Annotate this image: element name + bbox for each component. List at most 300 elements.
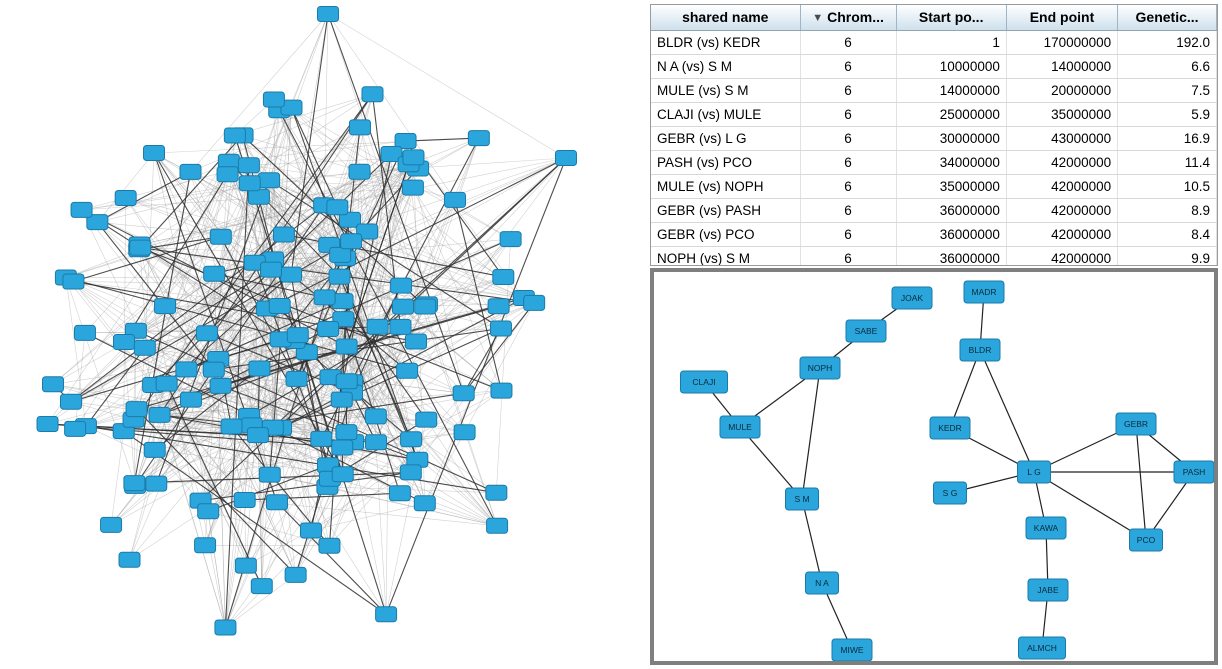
- column-header-chromosome[interactable]: [800, 5, 896, 31]
- node-box[interactable]: [224, 128, 245, 143]
- node-box[interactable]: [403, 150, 424, 165]
- network-node[interactable]: [259, 173, 280, 188]
- cell-end-point[interactable]: 42000000: [1006, 151, 1117, 175]
- network-node[interactable]: [786, 488, 819, 510]
- cell-genetic[interactable]: 8.4: [1118, 223, 1217, 247]
- network-node[interactable]: [453, 386, 474, 401]
- node-box[interactable]: [203, 362, 224, 377]
- network-node[interactable]: [204, 266, 225, 281]
- cell-end-point[interactable]: 42000000: [1006, 223, 1117, 247]
- node-box[interactable]: [239, 176, 260, 191]
- node-box[interactable]: [336, 374, 357, 389]
- node-box[interactable]: [130, 240, 151, 255]
- node-box[interactable]: [336, 425, 357, 440]
- node-box[interactable]: [329, 269, 350, 284]
- network-node[interactable]: [332, 440, 353, 455]
- network-node[interactable]: [37, 416, 58, 431]
- node-box[interactable]: [366, 435, 387, 450]
- network-node[interactable]: [415, 299, 436, 314]
- network-node[interactable]: [224, 128, 245, 143]
- cell-end-point[interactable]: 14000000: [1006, 55, 1117, 79]
- node-box[interactable]: [176, 362, 197, 377]
- subnetwork-canvas[interactable]: [654, 272, 1214, 661]
- cell-shared-name[interactable]: GEBR (vs) L G: [651, 127, 800, 151]
- node-box[interactable]: [486, 485, 507, 500]
- node-box[interactable]: [37, 416, 58, 431]
- node-box[interactable]: [445, 192, 466, 207]
- network-node[interactable]: [341, 234, 362, 249]
- network-node[interactable]: [115, 190, 136, 205]
- network-node[interactable]: [311, 431, 332, 446]
- node-box[interactable]: [155, 299, 176, 314]
- network-node[interactable]: [71, 202, 92, 217]
- node-box[interactable]: [285, 567, 306, 582]
- node-box[interactable]: [400, 465, 421, 480]
- network-node[interactable]: [892, 287, 932, 309]
- network-node[interactable]: [203, 362, 224, 377]
- node-box[interactable]: [115, 190, 136, 205]
- node-box[interactable]: [101, 517, 122, 532]
- network-node[interactable]: [934, 482, 967, 504]
- cell-start-point[interactable]: 36000000: [896, 223, 1006, 247]
- network-node[interactable]: [327, 200, 348, 215]
- cell-end-point[interactable]: 43000000: [1006, 127, 1117, 151]
- network-node[interactable]: [403, 150, 424, 165]
- node-box[interactable]: [487, 518, 508, 533]
- cell-shared-name[interactable]: N A (vs) S M: [651, 55, 800, 79]
- table-row[interactable]: [651, 103, 1217, 127]
- node-box[interactable]: [349, 164, 370, 179]
- node-box[interactable]: [524, 295, 545, 310]
- node-box[interactable]: [281, 267, 302, 282]
- cell-chromosome[interactable]: 6: [800, 247, 896, 267]
- network-node[interactable]: [259, 467, 280, 482]
- table-row[interactable]: [651, 151, 1217, 175]
- network-node[interactable]: [960, 339, 1000, 361]
- network-node[interactable]: [402, 180, 423, 195]
- node-box[interactable]: [397, 363, 418, 378]
- network-node[interactable]: [332, 467, 353, 482]
- network-node[interactable]: [329, 269, 350, 284]
- node-box[interactable]: [204, 266, 225, 281]
- network-node[interactable]: [1018, 461, 1051, 483]
- network-node[interactable]: [1019, 637, 1066, 659]
- table-body[interactable]: [651, 31, 1217, 267]
- table-row[interactable]: [651, 247, 1217, 267]
- network-node[interactable]: [198, 504, 219, 519]
- network-node[interactable]: [1026, 517, 1066, 539]
- network-node[interactable]: [113, 335, 134, 350]
- node-box[interactable]: [365, 409, 386, 424]
- network-node[interactable]: [488, 299, 509, 314]
- node-box[interactable]: [144, 442, 165, 457]
- network-node[interactable]: [806, 572, 839, 594]
- node-box[interactable]: [266, 495, 287, 510]
- network-node[interactable]: [487, 518, 508, 533]
- network-node[interactable]: [1174, 461, 1214, 483]
- cell-start-point[interactable]: 36000000: [896, 199, 1006, 223]
- network-node[interactable]: [261, 262, 282, 277]
- network-node[interactable]: [376, 607, 397, 622]
- node-box[interactable]: [119, 552, 140, 567]
- cell-genetic[interactable]: 11.4: [1118, 151, 1217, 175]
- network-node[interactable]: [468, 131, 489, 146]
- network-node[interactable]: [234, 492, 255, 507]
- network-node[interactable]: [215, 620, 236, 635]
- node-box[interactable]: [71, 202, 92, 217]
- network-node[interactable]: [1130, 529, 1163, 551]
- node-box[interactable]: [235, 558, 256, 573]
- node-box[interactable]: [318, 7, 339, 22]
- network-node[interactable]: [144, 146, 165, 161]
- node-box[interactable]: [314, 290, 335, 305]
- node-box[interactable]: [126, 402, 147, 417]
- column-header-genetic[interactable]: [1118, 5, 1217, 31]
- node-box[interactable]: [63, 274, 84, 289]
- cell-start-point[interactable]: 10000000: [896, 55, 1006, 79]
- network-node[interactable]: [300, 523, 321, 538]
- node-box[interactable]: [221, 419, 242, 434]
- network-node[interactable]: [366, 435, 387, 450]
- cell-shared-name[interactable]: MULE (vs) S M: [651, 79, 800, 103]
- network-node[interactable]: [800, 357, 840, 379]
- node-box[interactable]: [60, 394, 81, 409]
- table-row[interactable]: [651, 223, 1217, 247]
- column-header-label: Chrom...: [827, 9, 884, 25]
- cell-chromosome[interactable]: 6: [800, 103, 896, 127]
- network-node[interactable]: [349, 164, 370, 179]
- node-box[interactable]: [247, 428, 268, 443]
- cell-genetic[interactable]: 7.5: [1118, 79, 1217, 103]
- cell-start-point[interactable]: 1: [896, 31, 1006, 55]
- node-box[interactable]: [113, 335, 134, 350]
- node-box[interactable]: [488, 299, 509, 314]
- node-box[interactable]: [144, 146, 165, 161]
- column-header-end-point[interactable]: [1006, 5, 1117, 31]
- node-box[interactable]: [259, 467, 280, 482]
- network-node[interactable]: [500, 232, 521, 247]
- network-node[interactable]: [336, 425, 357, 440]
- network-node[interactable]: [556, 151, 577, 166]
- network-node[interactable]: [63, 274, 84, 289]
- node-box[interactable]: [261, 262, 282, 277]
- network-node[interactable]: [149, 407, 170, 422]
- cell-genetic[interactable]: 5.9: [1118, 103, 1217, 127]
- network-node[interactable]: [336, 374, 357, 389]
- cell-start-point[interactable]: 34000000: [896, 151, 1006, 175]
- node-box[interactable]: [248, 189, 269, 204]
- network-node[interactable]: [406, 334, 427, 349]
- node-box[interactable]: [468, 131, 489, 146]
- network-node[interactable]: [238, 158, 259, 173]
- network-node[interactable]: [101, 517, 122, 532]
- network-node[interactable]: [217, 167, 238, 182]
- node-box[interactable]: [414, 496, 435, 511]
- node-box[interactable]: [336, 339, 357, 354]
- network-node[interactable]: [144, 442, 165, 457]
- network-node[interactable]: [42, 377, 63, 392]
- cell-end-point[interactable]: 42000000: [1006, 175, 1117, 199]
- network-node[interactable]: [210, 229, 231, 244]
- network-node[interactable]: [445, 192, 466, 207]
- network-node[interactable]: [247, 428, 268, 443]
- table-row[interactable]: [651, 175, 1217, 199]
- table-row[interactable]: [651, 55, 1217, 79]
- node-box[interactable]: [318, 321, 339, 336]
- node-box[interactable]: [287, 328, 308, 343]
- network-node[interactable]: [146, 476, 167, 491]
- node-box[interactable]: [332, 440, 353, 455]
- network-node[interactable]: [124, 476, 145, 491]
- cell-genetic[interactable]: 8.9: [1118, 199, 1217, 223]
- network-node[interactable]: [269, 299, 290, 314]
- network-node[interactable]: [273, 227, 294, 242]
- cell-shared-name[interactable]: CLAJI (vs) MULE: [651, 103, 800, 127]
- network-node[interactable]: [349, 120, 370, 135]
- network-node[interactable]: [74, 325, 95, 340]
- cell-chromosome[interactable]: 6: [800, 199, 896, 223]
- network-node[interactable]: [367, 319, 388, 334]
- network-node[interactable]: [176, 362, 197, 377]
- network-node[interactable]: [720, 416, 760, 438]
- network-node[interactable]: [416, 412, 437, 427]
- network-node[interactable]: [414, 496, 435, 511]
- subnetwork-view[interactable]: [650, 268, 1218, 665]
- network-node[interactable]: [319, 538, 340, 553]
- network-node[interactable]: [362, 87, 383, 102]
- network-node[interactable]: [336, 339, 357, 354]
- cell-end-point[interactable]: 42000000: [1006, 247, 1117, 267]
- node-box[interactable]: [198, 504, 219, 519]
- node-box[interactable]: [416, 412, 437, 427]
- network-node[interactable]: [846, 320, 886, 342]
- node-box[interactable]: [490, 321, 511, 336]
- node-box[interactable]: [332, 467, 353, 482]
- node-box[interactable]: [263, 92, 284, 107]
- node-box[interactable]: [401, 432, 422, 447]
- cell-shared-name[interactable]: BLDR (vs) KEDR: [651, 31, 800, 55]
- node-box[interactable]: [180, 392, 201, 407]
- network-node[interactable]: [281, 267, 302, 282]
- network-node[interactable]: [155, 299, 176, 314]
- cell-start-point[interactable]: 14000000: [896, 79, 1006, 103]
- network-node[interactable]: [249, 361, 270, 376]
- cell-genetic[interactable]: 10.5: [1118, 175, 1217, 199]
- table-row[interactable]: [651, 199, 1217, 223]
- results-table-panel[interactable]: [650, 4, 1218, 266]
- node-box[interactable]: [392, 299, 413, 314]
- network-node[interactable]: [493, 269, 514, 284]
- cell-chromosome[interactable]: 6: [800, 79, 896, 103]
- node-box[interactable]: [259, 173, 280, 188]
- network-node[interactable]: [130, 240, 151, 255]
- node-box[interactable]: [210, 229, 231, 244]
- network-node[interactable]: [126, 402, 147, 417]
- node-box[interactable]: [491, 383, 512, 398]
- network-node[interactable]: [180, 392, 201, 407]
- node-box[interactable]: [42, 377, 63, 392]
- network-node[interactable]: [251, 579, 272, 594]
- table-row[interactable]: [651, 79, 1217, 103]
- node-box[interactable]: [273, 227, 294, 242]
- network-node[interactable]: [248, 189, 269, 204]
- node-box[interactable]: [341, 234, 362, 249]
- node-box[interactable]: [391, 278, 412, 293]
- node-box[interactable]: [134, 340, 155, 355]
- network-node[interactable]: [486, 485, 507, 500]
- node-box[interactable]: [327, 200, 348, 215]
- filter-icon[interactable]: ▼: [812, 12, 824, 25]
- node-label: S M: [794, 493, 810, 504]
- network-node[interactable]: [195, 538, 216, 553]
- network-node[interactable]: [490, 321, 511, 336]
- network-node[interactable]: [392, 299, 413, 314]
- node-box[interactable]: [376, 607, 397, 622]
- network-node[interactable]: [389, 486, 410, 501]
- node-box[interactable]: [311, 431, 332, 446]
- network-node[interactable]: [285, 567, 306, 582]
- column-header-shared-name[interactable]: [651, 5, 800, 31]
- cell-chromosome[interactable]: 6: [800, 127, 896, 151]
- cell-chromosome[interactable]: 6: [800, 31, 896, 55]
- network-node[interactable]: [524, 295, 545, 310]
- node-box[interactable]: [234, 492, 255, 507]
- network-node[interactable]: [391, 278, 412, 293]
- network-node[interactable]: [1028, 579, 1068, 601]
- network-node[interactable]: [390, 319, 411, 334]
- node-box[interactable]: [406, 334, 427, 349]
- column-header-start-point[interactable]: [896, 5, 1006, 31]
- network-node[interactable]: [134, 340, 155, 355]
- network-node[interactable]: [266, 495, 287, 510]
- node-box[interactable]: [454, 425, 475, 440]
- node-box[interactable]: [195, 538, 216, 553]
- node-box[interactable]: [269, 299, 290, 314]
- network-node[interactable]: [156, 376, 177, 391]
- network-node[interactable]: [397, 363, 418, 378]
- network-node[interactable]: [365, 409, 386, 424]
- cell-shared-name[interactable]: GEBR (vs) PCO: [651, 223, 800, 247]
- cell-chromosome[interactable]: 6: [800, 175, 896, 199]
- node-box[interactable]: [362, 87, 383, 102]
- network-node[interactable]: [314, 290, 335, 305]
- cell-genetic[interactable]: 9.9: [1118, 247, 1217, 267]
- network-node[interactable]: [221, 419, 242, 434]
- cell-end-point[interactable]: 35000000: [1006, 103, 1117, 127]
- network-node[interactable]: [180, 164, 201, 179]
- cell-end-point[interactable]: 20000000: [1006, 79, 1117, 103]
- node-box[interactable]: [389, 486, 410, 501]
- cell-chromosome[interactable]: 6: [800, 151, 896, 175]
- network-node[interactable]: [65, 421, 86, 436]
- network-node[interactable]: [263, 92, 284, 107]
- node-box[interactable]: [300, 523, 321, 538]
- node-box[interactable]: [493, 269, 514, 284]
- network-edge: [950, 350, 980, 428]
- node-box[interactable]: [217, 167, 238, 182]
- node-box[interactable]: [556, 151, 577, 166]
- cell-shared-name[interactable]: MULE (vs) NOPH: [651, 175, 800, 199]
- network-node[interactable]: [318, 7, 339, 22]
- node-box[interactable]: [124, 476, 145, 491]
- network-node[interactable]: [1116, 413, 1156, 435]
- cell-end-point[interactable]: 170000000: [1006, 31, 1117, 55]
- network-node[interactable]: [491, 383, 512, 398]
- node-box[interactable]: [74, 325, 95, 340]
- node-label: NOPH: [807, 362, 833, 373]
- network-node[interactable]: [210, 378, 231, 393]
- node-box[interactable]: [215, 620, 236, 635]
- table-row[interactable]: [651, 31, 1217, 55]
- network-node[interactable]: [318, 321, 339, 336]
- cell-start-point[interactable]: 25000000: [896, 103, 1006, 127]
- cell-shared-name[interactable]: PASH (vs) PCO: [651, 151, 800, 175]
- node-box[interactable]: [156, 376, 177, 391]
- node-box[interactable]: [65, 421, 86, 436]
- node-box[interactable]: [149, 407, 170, 422]
- cell-chromosome[interactable]: 6: [800, 223, 896, 247]
- cell-start-point[interactable]: 35000000: [896, 175, 1006, 199]
- node-box[interactable]: [402, 180, 423, 195]
- network-node[interactable]: [454, 425, 475, 440]
- network-node[interactable]: [330, 247, 351, 262]
- network-node[interactable]: [196, 326, 217, 341]
- node-box[interactable]: [331, 392, 352, 407]
- cell-genetic[interactable]: 6.6: [1118, 55, 1217, 79]
- network-node[interactable]: [832, 639, 872, 661]
- cell-end-point[interactable]: 42000000: [1006, 199, 1117, 223]
- node-box[interactable]: [146, 476, 167, 491]
- node-box[interactable]: [319, 538, 340, 553]
- network-node[interactable]: [401, 432, 422, 447]
- table-row[interactable]: [651, 127, 1217, 151]
- network-node[interactable]: [400, 465, 421, 480]
- cell-chromosome[interactable]: 6: [800, 55, 896, 79]
- cell-genetic[interactable]: 16.9: [1118, 127, 1217, 151]
- network-node[interactable]: [287, 328, 308, 343]
- network-edge: [980, 350, 1034, 472]
- node-box[interactable]: [349, 120, 370, 135]
- node-box[interactable]: [330, 247, 351, 262]
- cell-start-point[interactable]: 36000000: [896, 247, 1006, 267]
- network-node[interactable]: [681, 371, 728, 393]
- network-node[interactable]: [119, 552, 140, 567]
- network-node[interactable]: [930, 417, 970, 439]
- node-box[interactable]: [180, 164, 201, 179]
- node-box[interactable]: [286, 371, 307, 386]
- network-node[interactable]: [286, 371, 307, 386]
- node-box[interactable]: [390, 319, 411, 334]
- node-box[interactable]: [196, 326, 217, 341]
- node-box[interactable]: [415, 299, 436, 314]
- network-node[interactable]: [331, 392, 352, 407]
- network-node[interactable]: [60, 394, 81, 409]
- node-box[interactable]: [251, 579, 272, 594]
- node-box[interactable]: [249, 361, 270, 376]
- cell-shared-name[interactable]: GEBR (vs) PASH: [651, 199, 800, 223]
- network-node[interactable]: [239, 176, 260, 191]
- cell-shared-name[interactable]: NOPH (vs) S M: [651, 247, 800, 267]
- network-node[interactable]: [235, 558, 256, 573]
- node-box[interactable]: [210, 378, 231, 393]
- node-box[interactable]: [238, 158, 259, 173]
- node-box[interactable]: [453, 386, 474, 401]
- network-node[interactable]: [964, 281, 1004, 303]
- node-box[interactable]: [500, 232, 521, 247]
- node-box[interactable]: [367, 319, 388, 334]
- cell-start-point[interactable]: 30000000: [896, 127, 1006, 151]
- cell-genetic[interactable]: 192.0: [1118, 31, 1217, 55]
